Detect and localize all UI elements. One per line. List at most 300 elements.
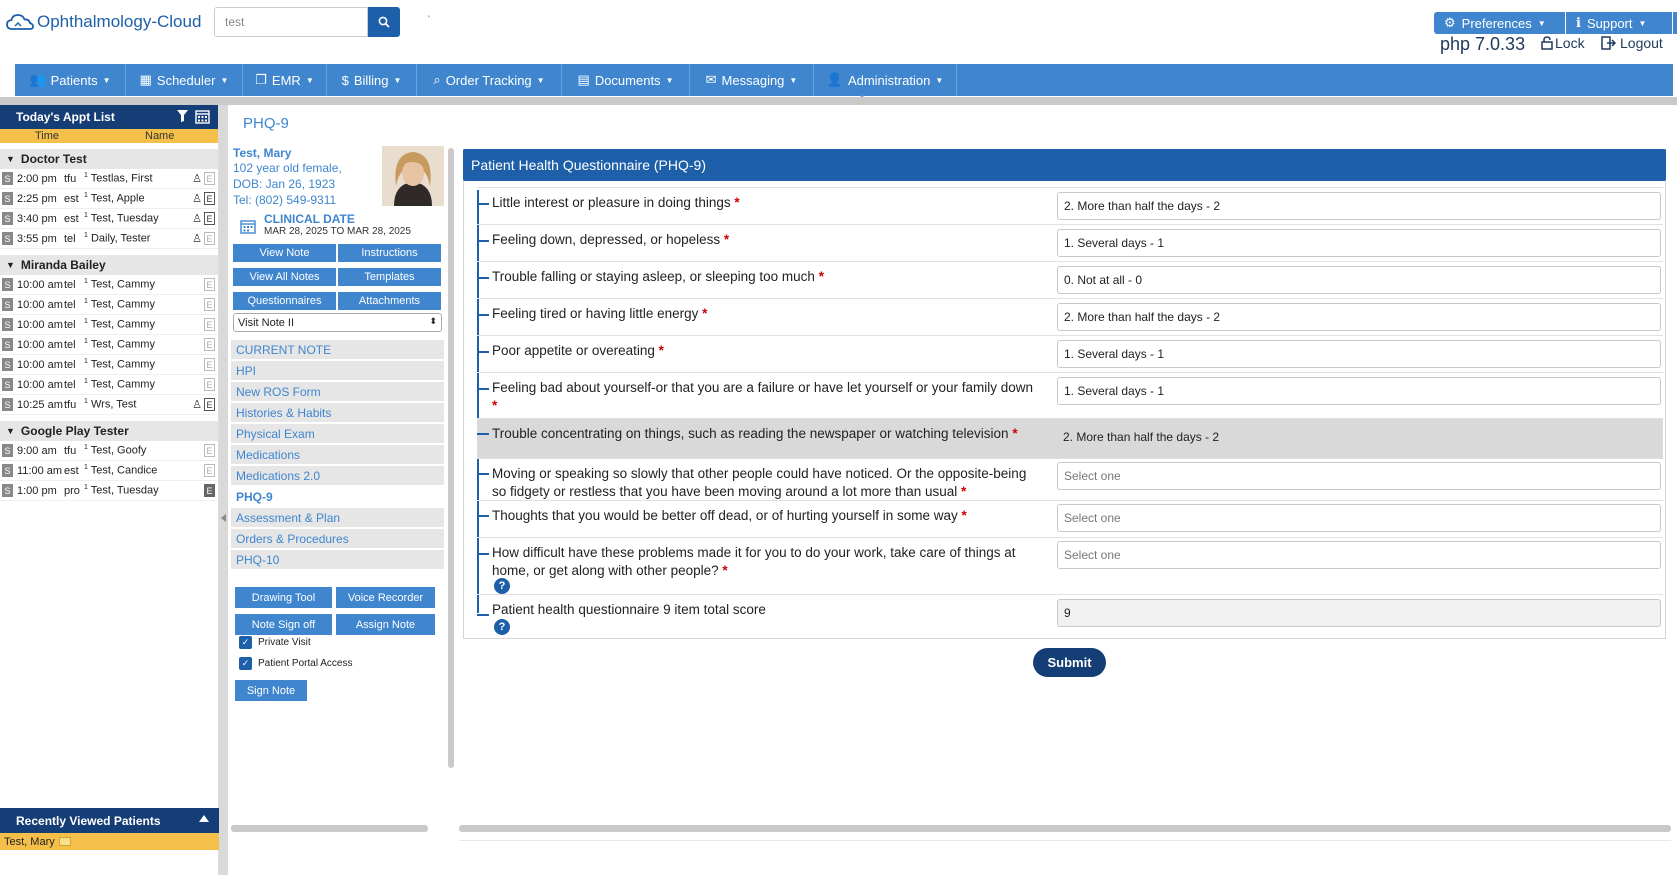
clinical-date bbox=[240, 212, 411, 237]
questionnaire-title: Patient Health Questionnaire (PHQ-9) bbox=[463, 149, 1666, 181]
question-label: Feeling bad about yourself-or that you are a failure or have let yourself or your family down bbox=[492, 380, 1034, 395]
row-icons bbox=[204, 298, 215, 311]
logout-label: Logout bbox=[1620, 35, 1663, 51]
top-header bbox=[0, 0, 1677, 64]
main-nav bbox=[15, 64, 1673, 96]
superscript: 1 bbox=[84, 484, 88, 492]
patient-name[interactable]: Test, Mary bbox=[233, 146, 292, 160]
question-text bbox=[492, 379, 1037, 415]
nav-scheduler[interactable] bbox=[126, 64, 243, 96]
group-name: Doctor Test bbox=[20, 152, 87, 166]
question-row bbox=[477, 298, 1663, 335]
s-badge-icon: S bbox=[2, 318, 13, 331]
required-marker: * bbox=[658, 343, 664, 358]
patient-age: 102 year old female, bbox=[233, 161, 342, 175]
chevron-down-icon: ▼ bbox=[789, 75, 798, 85]
main-hscrollbar[interactable] bbox=[459, 825, 1671, 832]
patient-name: Test, Cammy bbox=[90, 378, 155, 391]
answer-select[interactable]: 2. More than half the days - 2 bbox=[1057, 192, 1661, 220]
patient-name: Test, Tuesday bbox=[90, 484, 159, 497]
appt-time: 3:55 pm bbox=[17, 232, 57, 245]
note-sign-off-button[interactable]: Note Sign off bbox=[235, 614, 332, 635]
question-row bbox=[477, 335, 1663, 372]
answer-select[interactable]: Select one bbox=[1057, 462, 1661, 490]
assign-note-button[interactable]: Assign Note bbox=[336, 614, 435, 635]
menu-current-note[interactable]: CURRENT NOTE bbox=[231, 340, 444, 359]
appt-time: 2:25 pm bbox=[17, 192, 57, 205]
question-text bbox=[492, 465, 1037, 501]
row-icons bbox=[204, 464, 215, 477]
superscript: 1 bbox=[84, 298, 88, 306]
required-marker: * bbox=[734, 195, 740, 210]
menu-assessment-plan[interactable]: Assessment & Plan bbox=[231, 508, 444, 527]
appt-time: 10:25 am bbox=[17, 398, 63, 411]
patient-name: Test, Cammy bbox=[90, 278, 155, 291]
appt-patient bbox=[84, 298, 218, 311]
question-row bbox=[477, 372, 1663, 418]
patient-name: Test, Cammy bbox=[90, 338, 155, 351]
tree-branch bbox=[477, 614, 489, 616]
appt-row[interactable] bbox=[0, 441, 218, 461]
note-buttons bbox=[233, 244, 441, 310]
info-icon: ℹ bbox=[1576, 15, 1581, 30]
calendar-icon bbox=[240, 218, 256, 234]
appt-row[interactable] bbox=[0, 375, 218, 395]
s-badge-icon: S bbox=[2, 232, 13, 245]
nav-label: Scheduler bbox=[156, 72, 216, 88]
required-marker: * bbox=[818, 269, 824, 284]
col-time: Time bbox=[35, 130, 60, 142]
superscript: 1 bbox=[84, 212, 88, 220]
superscript: 1 bbox=[84, 278, 88, 286]
row-icons bbox=[204, 358, 215, 371]
appt-type: tel bbox=[64, 378, 76, 391]
chevron-down-icon: ▼ bbox=[665, 75, 674, 85]
patient-portrait-icon bbox=[382, 146, 444, 206]
help-icon[interactable]: ? bbox=[494, 619, 510, 635]
e-icon[interactable]: E bbox=[204, 232, 215, 245]
visit-note-select[interactable] bbox=[233, 313, 442, 332]
appt-time: 10:00 am bbox=[17, 318, 63, 331]
appt-patient bbox=[84, 378, 218, 391]
e-icon[interactable]: E bbox=[204, 298, 215, 311]
appt-list-header bbox=[0, 105, 218, 129]
question-label: Moving or speaking so slowly that other people could have noticed. Or the opposite-being so fidgety or restless that you have been moving around a lot more than usual bbox=[492, 466, 1027, 499]
e-icon[interactable]: E bbox=[204, 398, 215, 411]
appt-type: tel bbox=[64, 358, 76, 371]
questionnaires-button[interactable]: Questionnaires bbox=[233, 292, 336, 310]
superscript: 1 bbox=[84, 172, 88, 180]
extra-menu-button[interactable] bbox=[1673, 12, 1677, 34]
row-icons bbox=[204, 378, 215, 391]
appt-type: tel bbox=[64, 232, 76, 245]
nav-label: Documents bbox=[594, 72, 661, 88]
caret-down-icon: ▼ bbox=[6, 154, 15, 164]
logout-icon bbox=[1601, 36, 1616, 50]
group-name: Miranda Bailey bbox=[20, 258, 106, 272]
clinical-date-range: MAR 28, 2025 TO MAR 28, 2025 bbox=[264, 226, 411, 237]
collapse-left-icon[interactable] bbox=[221, 514, 226, 522]
nav-order-tracking[interactable] bbox=[417, 64, 562, 96]
note-sections-menu bbox=[231, 340, 444, 571]
panel-gutter bbox=[219, 105, 228, 875]
appt-time: 10:00 am bbox=[17, 338, 63, 351]
row-icons bbox=[204, 318, 215, 331]
patient-name: Test, Cammy bbox=[90, 298, 155, 311]
cloud-icon bbox=[5, 11, 35, 33]
submit-button[interactable]: Submit bbox=[1033, 648, 1106, 677]
appt-patient bbox=[84, 444, 218, 457]
e-icon[interactable]: E bbox=[204, 378, 215, 391]
tree-branch bbox=[477, 473, 489, 475]
private-visit-checkbox[interactable]: ✓ bbox=[239, 636, 252, 649]
left-panel-hscrollbar[interactable] bbox=[231, 825, 428, 832]
top-buttons bbox=[1434, 12, 1677, 34]
appt-type: tel bbox=[64, 318, 76, 331]
superscript: 1 bbox=[84, 378, 88, 386]
search-bar bbox=[214, 7, 400, 37]
appt-type: est bbox=[64, 212, 79, 225]
appt-row[interactable] bbox=[0, 355, 218, 375]
instructions-button[interactable]: Instructions bbox=[338, 244, 441, 262]
appt-patient bbox=[84, 318, 218, 331]
s-badge-icon: S bbox=[2, 338, 13, 351]
portal-access-checkbox[interactable]: ✓ bbox=[239, 657, 252, 670]
answer-select[interactable]: 1. Several days - 1 bbox=[1057, 229, 1661, 257]
patient-name: Testlas, First bbox=[90, 172, 153, 185]
caret-down-icon: ▼ bbox=[6, 260, 15, 270]
menu-physical-exam[interactable]: Physical Exam bbox=[231, 424, 444, 443]
question-label: Thoughts that you would be better off dead, or of hurting yourself in some way bbox=[492, 508, 958, 523]
app-name: Ophthalmology-Cloud bbox=[37, 12, 202, 31]
nav-messaging[interactable] bbox=[690, 64, 814, 96]
appt-row[interactable] bbox=[0, 229, 218, 249]
private-visit-label: Private Visit bbox=[258, 637, 311, 648]
patient-name: Test, Candice bbox=[90, 464, 158, 477]
envelope-icon: ✉ bbox=[705, 72, 717, 87]
s-badge-icon: S bbox=[2, 378, 13, 391]
s-badge-icon: S bbox=[2, 484, 13, 497]
appt-row[interactable] bbox=[0, 209, 218, 229]
appt-patient bbox=[84, 278, 218, 291]
superscript: 1 bbox=[84, 318, 88, 326]
chevron-down-icon: ▼ bbox=[393, 75, 402, 85]
menu-phq-9[interactable]: PHQ-9 bbox=[231, 487, 444, 506]
left-panel-scrollbar[interactable] bbox=[448, 148, 454, 768]
tree-branch bbox=[477, 388, 489, 390]
appt-row[interactable] bbox=[0, 461, 218, 481]
answer-select[interactable]: 0. Not at all - 0 bbox=[1057, 266, 1661, 294]
required-marker: * bbox=[722, 563, 728, 578]
question-row bbox=[477, 594, 1663, 636]
menu-phq-10[interactable]: PHQ-10 bbox=[231, 550, 444, 569]
question-row bbox=[477, 224, 1663, 261]
required-marker: * bbox=[702, 306, 708, 321]
e-icon[interactable]: E bbox=[204, 484, 215, 497]
appt-columns bbox=[0, 129, 218, 143]
nav-label: EMR bbox=[271, 72, 301, 88]
question-label: Trouble concentrating on things, such as reading the newspaper or watching television bbox=[492, 426, 1009, 441]
row-icons bbox=[204, 444, 215, 457]
required-marker: * bbox=[961, 508, 967, 523]
question-row bbox=[477, 458, 1663, 500]
s-badge-icon: S bbox=[2, 192, 13, 205]
s-badge-icon: S bbox=[2, 172, 13, 185]
recent-patient-item[interactable] bbox=[0, 833, 219, 850]
answer-select[interactable]: 1. Several days - 1 bbox=[1057, 340, 1661, 368]
tree-branch bbox=[477, 203, 489, 205]
question-row bbox=[477, 418, 1663, 458]
question-text bbox=[492, 342, 1037, 360]
question-row bbox=[477, 537, 1663, 594]
s-badge-icon: S bbox=[2, 444, 13, 457]
e-icon[interactable]: E bbox=[204, 192, 215, 205]
recently-viewed-header[interactable] bbox=[0, 808, 219, 833]
private-visit-row bbox=[239, 636, 311, 649]
appt-time: 11:00 am bbox=[17, 464, 63, 477]
s-badge-icon: S bbox=[2, 278, 13, 291]
lock-label: Lock bbox=[1555, 35, 1585, 51]
answer-select[interactable]: 2. More than half the days - 2 bbox=[1057, 303, 1661, 331]
superscript: 1 bbox=[84, 398, 88, 406]
question-label: Little interest or pleasure in doing things bbox=[492, 195, 731, 210]
appt-time: 10:00 am bbox=[17, 378, 63, 391]
appt-time: 1:00 pm bbox=[17, 484, 57, 497]
answer-select[interactable]: 1. Several days - 1 bbox=[1057, 377, 1661, 405]
appt-time: 2:00 pm bbox=[17, 172, 57, 185]
dollar-icon: $ bbox=[341, 72, 349, 88]
menu-histories-habits[interactable]: Histories & Habits bbox=[231, 403, 444, 422]
appt-row[interactable] bbox=[0, 169, 218, 189]
tree-branch bbox=[477, 553, 489, 555]
nav-administration[interactable] bbox=[814, 64, 957, 96]
lock-icon bbox=[1541, 36, 1553, 50]
group-name: Google Play Tester bbox=[20, 424, 129, 438]
tree-branch bbox=[477, 240, 489, 242]
users-icon: 👥 bbox=[29, 72, 46, 87]
total-score-field: 9 bbox=[1057, 599, 1661, 627]
app-logo[interactable] bbox=[5, 11, 201, 33]
menu-medications-2[interactable]: Medications 2.0 bbox=[231, 466, 444, 485]
appt-row[interactable] bbox=[0, 275, 218, 295]
nav-emr[interactable] bbox=[243, 64, 327, 96]
recently-viewed-title: Recently Viewed Patients bbox=[16, 813, 161, 828]
row-icons bbox=[204, 484, 215, 497]
walking-icon: ♙ bbox=[192, 399, 202, 411]
menu-new-ros-form[interactable]: New ROS Form bbox=[231, 382, 444, 401]
chevron-up-icon bbox=[199, 815, 209, 822]
calendar-icon: ▦ bbox=[139, 72, 152, 87]
superscript: 1 bbox=[84, 192, 88, 200]
menu-medications[interactable]: Medications bbox=[231, 445, 444, 464]
question-label: Patient health questionnaire 9 item total score bbox=[492, 602, 766, 617]
chevron-down-icon: ▼ bbox=[1537, 18, 1546, 28]
php-version: php 7.0.33 bbox=[1440, 34, 1526, 54]
user-icon: 👤 bbox=[826, 72, 843, 87]
footer-divider bbox=[459, 840, 1671, 841]
portal-access-row bbox=[239, 657, 353, 670]
nav-label: Administration bbox=[847, 72, 931, 88]
appt-row[interactable] bbox=[0, 189, 218, 209]
superscript: 1 bbox=[84, 232, 88, 240]
row-icons bbox=[192, 172, 215, 185]
chevron-down-icon: ▼ bbox=[935, 75, 944, 85]
appt-row[interactable] bbox=[0, 315, 218, 335]
superscript: 1 bbox=[84, 464, 88, 472]
walking-icon: ♙ bbox=[192, 213, 202, 225]
recent-patient-name: Test, Mary bbox=[4, 835, 55, 848]
patient-dob: DOB: Jan 26, 1923 bbox=[233, 177, 336, 191]
question-row bbox=[477, 187, 1663, 224]
voice-recorder-button[interactable]: Voice Recorder bbox=[336, 587, 435, 608]
appt-time: 10:00 am bbox=[17, 358, 63, 371]
appt-patient bbox=[84, 464, 218, 477]
nav-divider bbox=[0, 97, 1677, 105]
question-label: Feeling down, depressed, or hopeless bbox=[492, 232, 721, 247]
required-marker: * bbox=[723, 232, 730, 247]
s-badge-icon: S bbox=[2, 212, 13, 225]
portal-access-label: Patient Portal Access bbox=[258, 658, 353, 669]
nav-billing[interactable] bbox=[327, 64, 417, 96]
nav-documents[interactable] bbox=[562, 64, 690, 96]
nav-patients[interactable] bbox=[15, 64, 126, 96]
patient-name: Test, Tuesday bbox=[90, 212, 159, 225]
support-button[interactable] bbox=[1566, 12, 1672, 34]
visit-note-value: Visit Note II bbox=[238, 316, 295, 329]
question-label: Feeling tired or having little energy bbox=[492, 306, 699, 321]
walking-icon: ♙ bbox=[192, 173, 202, 185]
row-icons bbox=[192, 192, 215, 205]
view-note-button[interactable]: View Note bbox=[233, 244, 336, 262]
superscript: 1 bbox=[84, 338, 88, 346]
search-button[interactable] bbox=[368, 7, 400, 37]
patient-name: Test, Cammy bbox=[90, 318, 155, 331]
required-marker: * bbox=[961, 484, 967, 499]
logout-link[interactable] bbox=[1601, 35, 1663, 51]
s-badge-icon: S bbox=[2, 298, 13, 311]
chevron-down-icon: ▼ bbox=[102, 75, 111, 85]
select-arrows-icon: ⬍ bbox=[429, 316, 437, 326]
nav-label: Billing bbox=[353, 72, 389, 88]
patient-name: Test, Apple bbox=[90, 192, 145, 205]
page-title: PHQ-9 bbox=[243, 115, 289, 132]
question-text bbox=[492, 544, 1037, 580]
e-icon[interactable]: E bbox=[204, 212, 215, 225]
appt-time: 9:00 am bbox=[17, 444, 57, 457]
appt-row[interactable] bbox=[0, 335, 218, 355]
e-icon[interactable]: E bbox=[204, 464, 215, 477]
superscript: 1 bbox=[84, 358, 88, 366]
e-icon[interactable]: E bbox=[204, 444, 215, 457]
nav-label: Order Tracking bbox=[445, 72, 532, 88]
appt-type: tfu bbox=[64, 398, 77, 411]
note-tools bbox=[235, 587, 435, 635]
chevron-down-icon: ▼ bbox=[536, 75, 545, 85]
nav-label: Messaging bbox=[721, 72, 785, 88]
patient-photo bbox=[382, 146, 444, 206]
chevron-down-icon: ▼ bbox=[1638, 18, 1647, 28]
appt-type: tel bbox=[64, 338, 76, 351]
appt-type: pro bbox=[64, 484, 80, 497]
copy-icon: ❐ bbox=[255, 72, 267, 87]
appt-row[interactable] bbox=[0, 395, 218, 415]
question-label: Poor appetite or overeating bbox=[492, 343, 655, 358]
appt-time: 3:40 pm bbox=[17, 212, 57, 225]
e-icon[interactable]: E bbox=[204, 318, 215, 331]
tree-branch bbox=[477, 314, 489, 316]
appt-patient bbox=[84, 484, 218, 497]
required-marker: * bbox=[492, 398, 498, 413]
clinical-date-title: CLINICAL DATE bbox=[264, 212, 355, 226]
appt-patient bbox=[84, 358, 218, 371]
answer-select[interactable]: Select one bbox=[1057, 504, 1661, 532]
appt-type: tfu bbox=[64, 172, 77, 185]
preferences-button[interactable] bbox=[1434, 12, 1565, 34]
question-label: Trouble falling or staying asleep, or sleeping too much bbox=[492, 269, 815, 284]
menu-orders-procedures[interactable]: Orders & Procedures bbox=[231, 529, 444, 548]
stray-mark: ' bbox=[428, 14, 430, 24]
s-badge-icon: S bbox=[2, 398, 13, 411]
search-icon bbox=[378, 16, 390, 28]
sign-note-button[interactable]: Sign Note bbox=[235, 680, 307, 701]
drawing-tool-button[interactable]: Drawing Tool bbox=[235, 587, 332, 608]
appt-type: est bbox=[64, 192, 79, 205]
row-icons bbox=[192, 232, 215, 245]
appt-time: 10:00 am bbox=[17, 298, 63, 311]
superscript: 1 bbox=[84, 444, 88, 452]
answer-select[interactable]: 2. More than half the days - 2 bbox=[1063, 430, 1220, 444]
templates-button[interactable]: Templates bbox=[338, 268, 441, 286]
attachments-button[interactable]: Attachments bbox=[338, 292, 441, 310]
patient-name: Test, Cammy bbox=[90, 358, 155, 371]
group-header[interactable] bbox=[0, 255, 218, 275]
view-all-notes-button[interactable]: View All Notes bbox=[233, 268, 336, 286]
row-icons bbox=[192, 398, 215, 411]
e-icon[interactable]: E bbox=[204, 278, 215, 291]
gear-icon: ⚙ bbox=[1444, 15, 1456, 30]
caret-down-icon: ▼ bbox=[6, 426, 15, 436]
nav-label: Patients bbox=[50, 72, 98, 88]
question-text bbox=[492, 194, 1037, 212]
appt-sidebar bbox=[0, 105, 219, 875]
appt-type: tel bbox=[64, 278, 76, 291]
search-input[interactable] bbox=[214, 7, 368, 37]
required-marker: * bbox=[1012, 426, 1018, 441]
s-badge-icon: S bbox=[2, 464, 13, 477]
e-icon[interactable]: E bbox=[204, 358, 215, 371]
row-icons bbox=[204, 278, 215, 291]
question-text bbox=[492, 231, 1037, 249]
appt-row[interactable] bbox=[0, 295, 218, 315]
filter-icon[interactable] bbox=[176, 109, 189, 123]
s-badge-icon: S bbox=[2, 358, 13, 371]
e-icon[interactable]: E bbox=[204, 172, 215, 185]
lock-link[interactable] bbox=[1541, 35, 1585, 51]
e-icon[interactable]: E bbox=[204, 338, 215, 351]
menu-hpi[interactable]: HPI bbox=[231, 361, 444, 380]
appt-type: tel bbox=[64, 298, 76, 311]
question-row bbox=[477, 261, 1663, 298]
group-header[interactable] bbox=[0, 149, 218, 169]
answer-select[interactable]: Select one bbox=[1057, 541, 1661, 569]
group-header[interactable] bbox=[0, 421, 218, 441]
col-name: Name bbox=[145, 130, 175, 142]
appt-row[interactable] bbox=[0, 481, 218, 501]
help-icon[interactable]: ? bbox=[494, 578, 510, 594]
calendar-icon[interactable] bbox=[195, 109, 210, 124]
appt-list-title: Today's Appt List bbox=[16, 110, 115, 124]
search-icon: ⌕ bbox=[433, 72, 441, 87]
